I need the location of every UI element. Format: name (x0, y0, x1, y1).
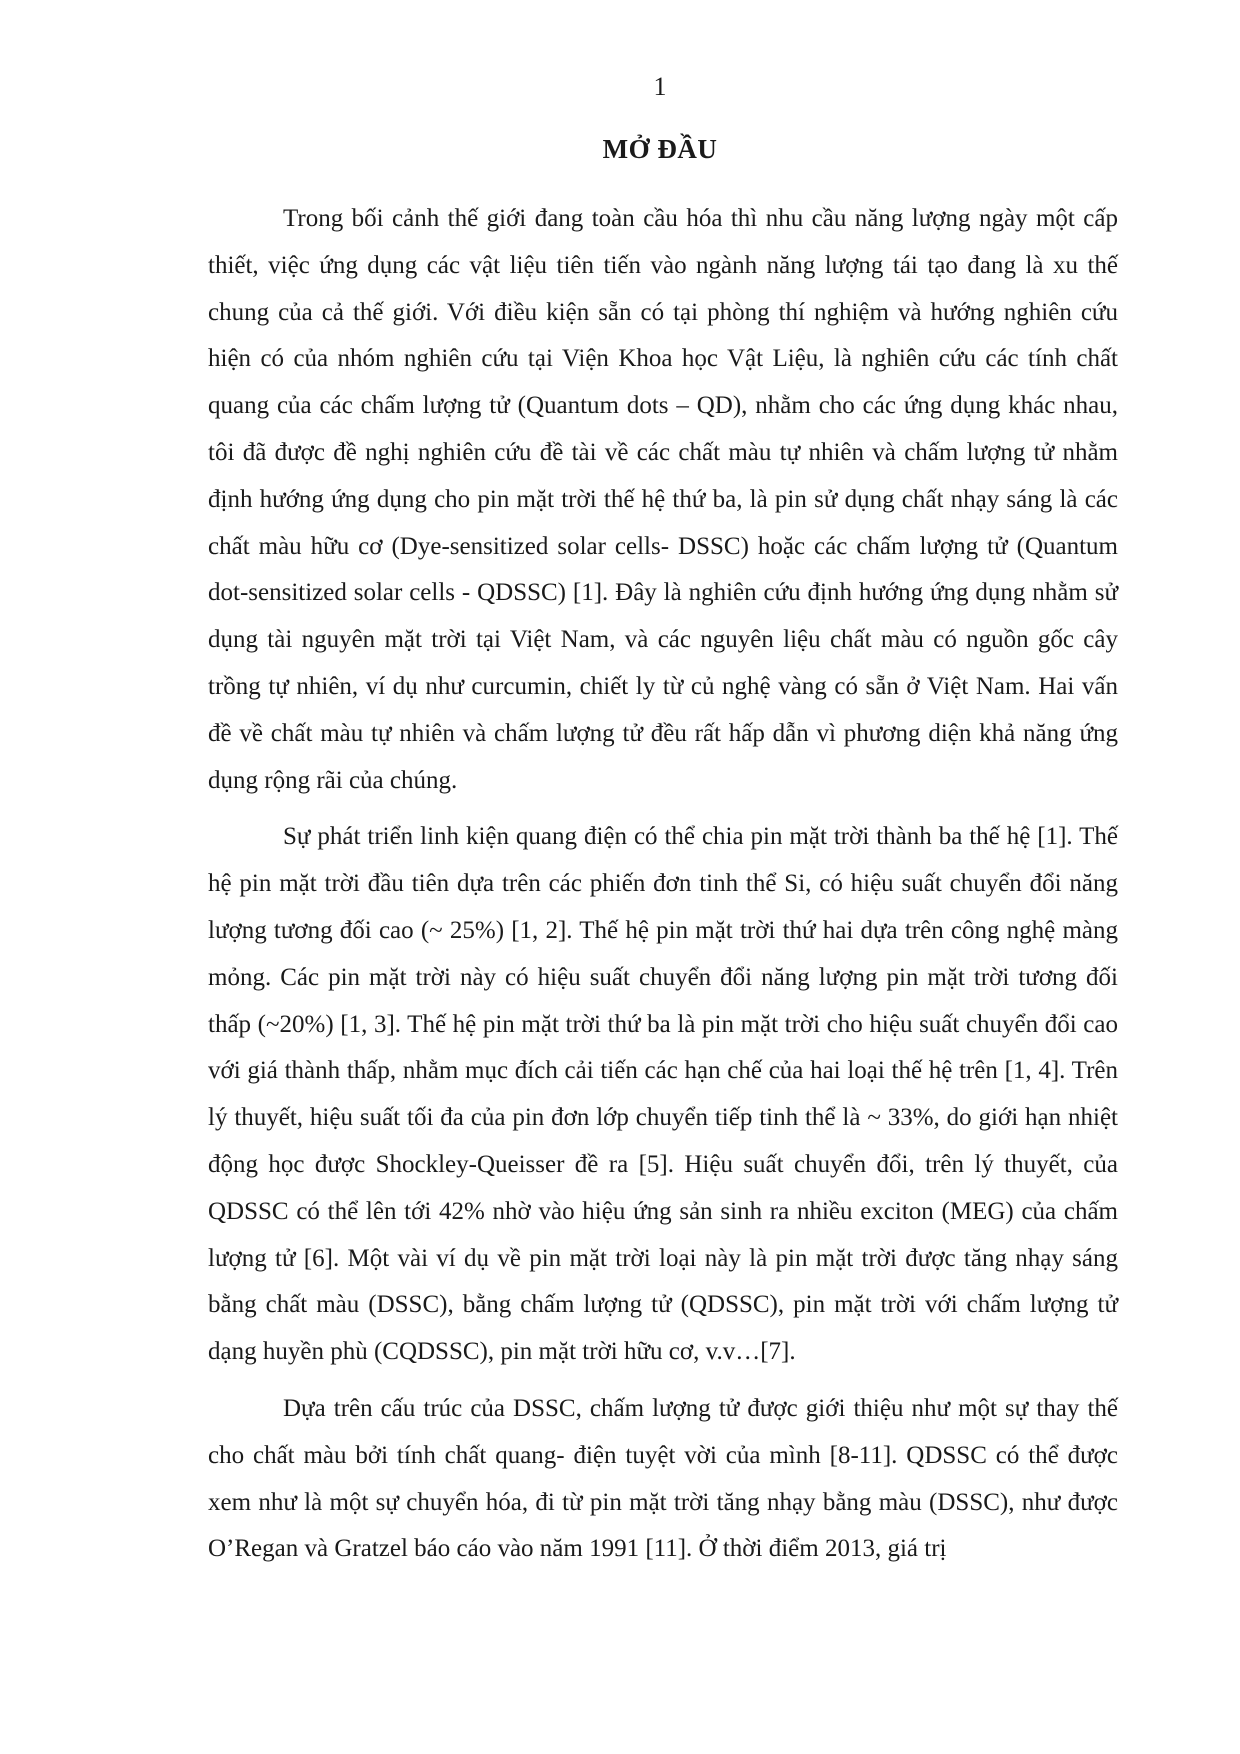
paragraph-1: Trong bối cảnh thế giới đang toàn cầu hóa thì nhu cầu năng lượng ngày một cấp thiết, việc ứng dụng các vật liệu tiên tiến vào ngành năng lượng tái tạo đang là xu thế chung của cả thế giới. Với điều kiện sẵn có tại phòng thí nghiệm và hướng nghiên cứu hiện có của nhóm nghiên cứu tại Viện Khoa học Vật Liệu, là nghiên cứu các tính chất quang của các chấm lượng tử (Quantum dots – QD), nhằm cho các ứng dụng khác nhau, tôi đã được đề nghị nghiên cứu đề tài về các chất màu tự nhiên và chấm lượng tử nhằm định hướng ứng dụng cho pin mặt trời thế hệ thứ ba, là pin sử dụng chất nhạy sáng là các chất màu hữu cơ (Dye-sensitized solar cells- DSSC) hoặc các chấm lượng tử (Quantum dot-sensitized solar cells - QDSSC) [1]. Đây là nghiên cứu định hướng ứng dụng nhằm sử dụng tài nguyên mặt trời tại Việt Nam, và các nguyên liệu chất màu có nguồn gốc cây trồng tự nhiên, ví dụ như curcumin, chiết ly từ củ nghệ vàng có sẵn ở Việt Nam. Hai vấn đề về chất màu tự nhiên và chấm lượng tử đều rất hấp dẫn vì phương diện khả năng ứng dụng rộng rãi của chúng. (208, 205, 1118, 794)
page-number: 1 (653, 72, 667, 101)
document-body (208, 196, 1118, 1583)
section-heading: MỞ ĐẦU (602, 134, 718, 164)
paragraph-3: Dựa trên cấu trúc của DSSC, chấm lượng tử được giới thiệu như một sự thay thế cho chất màu bởi tính chất quang- điện tuyệt vời của mình [8-11]. QDSSC có thể được xem như là một sự chuyển hóa, đi từ pin mặt trời tăng nhạy bằng màu (DSSC), như được O’Regan và Gratzel báo cáo vào năm 1991 [11]. Ở thời điểm 2013, giá trị (208, 1394, 1118, 1563)
paragraph-2: Sự phát triển linh kiện quang điện có thể chia pin mặt trời thành ba thế hệ [1]. Thế hệ pin mặt trời đầu tiên dựa trên các phiến đơn tinh thể Si, có hiệu suất chuyển đổi năng lượng tương đối cao (~ 25%) [1, 2]. Thế hệ pin mặt trời thứ hai dựa trên công nghệ màng mỏng. Các pin mặt trời này có hiệu suất chuyển đổi năng lượng pin mặt trời tương đối thấp (~20%) [1, 3]. Thế hệ pin mặt trời thứ ba là pin mặt trời cho hiệu suất chuyển đổi cao với giá thành thấp, nhằm mục đích cải tiến các hạn chế của hai loại thế hệ trên [1, 4]. Trên lý thuyết, hiệu suất tối đa của pin đơn lớp chuyển tiếp tinh thể là ~ 33%, do giới hạn nhiệt động học được Shockley-Queisser đề ra [5]. Hiệu suất chuyển đổi, trên lý thuyết, của QDSSC có thể lên tới 42% nhờ vào hiệu ứng sản sinh ra nhiều exciton (MEG) của chấm lượng tử [6]. Một vài ví dụ về pin mặt trời loại này là pin mặt trời được tăng nhạy sáng bằng chất màu (DSSC), bằng chấm lượng tử (QDSSC), pin mặt trời với chấm lượng tử dạng huyền phù (CQDSSC), pin mặt trời hữu cơ, v.v…[7]. (208, 823, 1118, 1366)
